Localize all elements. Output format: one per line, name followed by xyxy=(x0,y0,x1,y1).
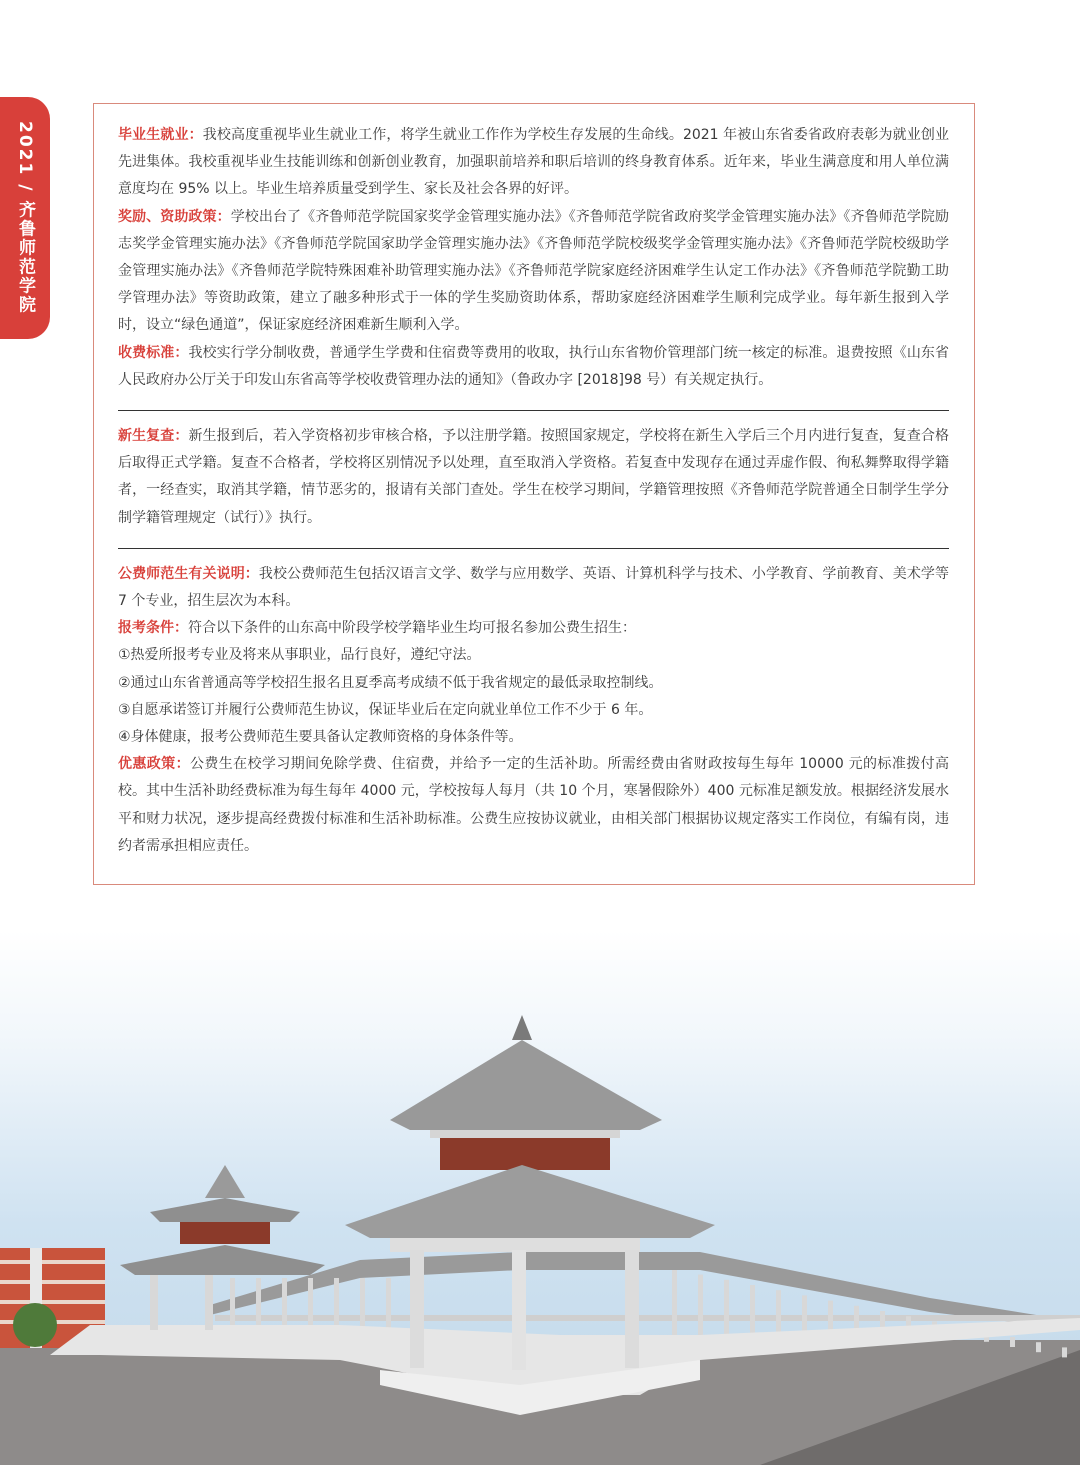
paragraph-text: ①热爱所报考专业及将来从事职业，品行良好，遵纪守法。 xyxy=(118,647,481,664)
corridor-column xyxy=(386,1278,391,1335)
corridor-column xyxy=(1062,1347,1067,1357)
paragraph-label: 报考条件： xyxy=(118,620,188,637)
corridor-column xyxy=(724,1280,729,1335)
paragraph-text: ④身体健康，报考公费师范生要具备认定教师资格的身体条件等。 xyxy=(118,729,523,746)
paragraph-text: 符合以下条件的山东高中阶段学校学籍毕业生均可报名参加公费生招生： xyxy=(188,620,636,637)
paragraph xyxy=(118,423,949,532)
paragraph-label: 公费师范生有关说明： xyxy=(118,565,259,582)
corridor-column xyxy=(776,1290,781,1335)
paragraph xyxy=(118,642,949,669)
paragraph xyxy=(118,697,949,724)
paragraph-label: 奖励、资助政策： xyxy=(118,208,231,225)
paragraph-label: 优惠政策： xyxy=(118,756,190,773)
campus-pavilion-photo xyxy=(0,930,1080,1465)
paragraph xyxy=(118,615,949,642)
paragraph-text: 我校实行学分制收费，普通学生学费和住宿费等费用的收取，执行山东省物价管理部门统一核定的标准。退费按照《山东省人民政府办公厅关于印发山东省高等学校收费管理办法的通知》（鲁政办字 [2018]98 号）有关规定执行。 xyxy=(118,344,950,388)
paragraph xyxy=(118,751,949,860)
corridor-column xyxy=(802,1295,807,1335)
content-body xyxy=(118,122,949,860)
tree xyxy=(13,1303,57,1347)
paragraph-text: ③自愿承诺签订并履行公费师范生协议，保证毕业后在定向就业单位工作不少于 6 年。 xyxy=(118,701,653,718)
corridor-column xyxy=(750,1285,755,1335)
paragraph xyxy=(118,724,949,751)
paragraph xyxy=(118,122,949,204)
paragraph xyxy=(118,204,949,340)
paragraph-text: ②通过山东省普通高等学校招生报名且夏季高考成绩不低于我省规定的最低录取控制线。 xyxy=(118,674,663,691)
corridor-column xyxy=(1010,1337,1015,1347)
paragraph xyxy=(118,561,949,615)
section-divider xyxy=(118,548,949,549)
side-tab xyxy=(0,97,50,339)
paragraph-label: 毕业生就业： xyxy=(118,127,203,143)
paragraph-text: 公费生在校学习期间免除学费、住宿费，并给予一定的生活补助。所需经费由省财政按每生每年 10000 元的标准拨付高校。其中生活补助经费标准为每生每年 4000 元，学校按每人每月（共 10 个月，寒暑假除外）400 元标准足额发放。根据经济发展水平和财力状况，逐步提高经费拨付标准和生活补助标准。公费生应按协议就业，由相关部门根据协议规定落实工作岗位，有编有岗，违约者需承担相应责任。 xyxy=(118,756,950,854)
paragraph-text: 学校出台了《齐鲁师范学院国家奖学金管理实施办法》《齐鲁师范学院省政府奖学金管理实施办法》《齐鲁师范学院励志奖学金管理实施办法》《齐鲁师范学院国家助学金管理实施办法》《齐鲁师范学院校级奖学金管理实施办法》《齐鲁师范学院校级助学金管理实施办法》《齐鲁师范学院特殊困难补助管理实施办法》《齐鲁师范学院家庭经济困难学生认定工作办法》《齐鲁师范学院勤工助学管理办法》等资助政策，建立了融多种形式于一体的学生奖励资助体系，帮助家庭经济困难学生顺利完成学业。每年新生报到入学时，设立“绿色通道”，保证家庭经济困难新生顺利入学。 xyxy=(118,208,950,334)
corridor-column xyxy=(698,1275,703,1335)
side-tab-text: 2021 / 齐鲁师范学院 xyxy=(15,121,35,315)
paragraph-label: 收费标准： xyxy=(118,344,189,361)
paragraph xyxy=(118,340,949,394)
paragraph xyxy=(118,670,949,697)
paragraph-label: 新生复查： xyxy=(118,428,189,445)
corridor-column xyxy=(1036,1342,1041,1352)
paragraph-text: 我校高度重视毕业生就业工作，将学生就业工作作为学校生存发展的生命线。2021 年被山东省委省政府表彰为就业创业先进集体。我校重视毕业生技能训练和创新创业教育，加强职前培养和职后培训的终身教育体系。近年来，毕业生满意度和用人单位满意度均在 95% 以上。毕业生培养质量受到学生、家长及社会各界的好评。 xyxy=(118,127,950,198)
corridor-column xyxy=(672,1270,677,1335)
paragraph-text: 我校公费师范生包括汉语言文学、数学与应用数学、英语、计算机科学与技术、小学教育、学前教育、美术学等 7 个专业，招生层次为本科。 xyxy=(118,565,950,610)
section-divider xyxy=(118,410,949,411)
paragraph-text: 新生报到后，若入学资格初步审核合格，予以注册学籍。按照国家规定，学校将在新生入学后三个月内进行复查，复查合格后取得正式学籍。复查不合格者，学校将区别情况予以处理，直至取消入学资格。若复查中发现存在通过弄虚作假、徇私舞弊取得学籍者，一经查实，取消其学籍，情节恶劣的，报请有关部门查处。学生在校学习期间，学籍管理按照《齐鲁师范学院普通全日制学生学分制学籍管理规定（试行）》执行。 xyxy=(118,428,950,526)
